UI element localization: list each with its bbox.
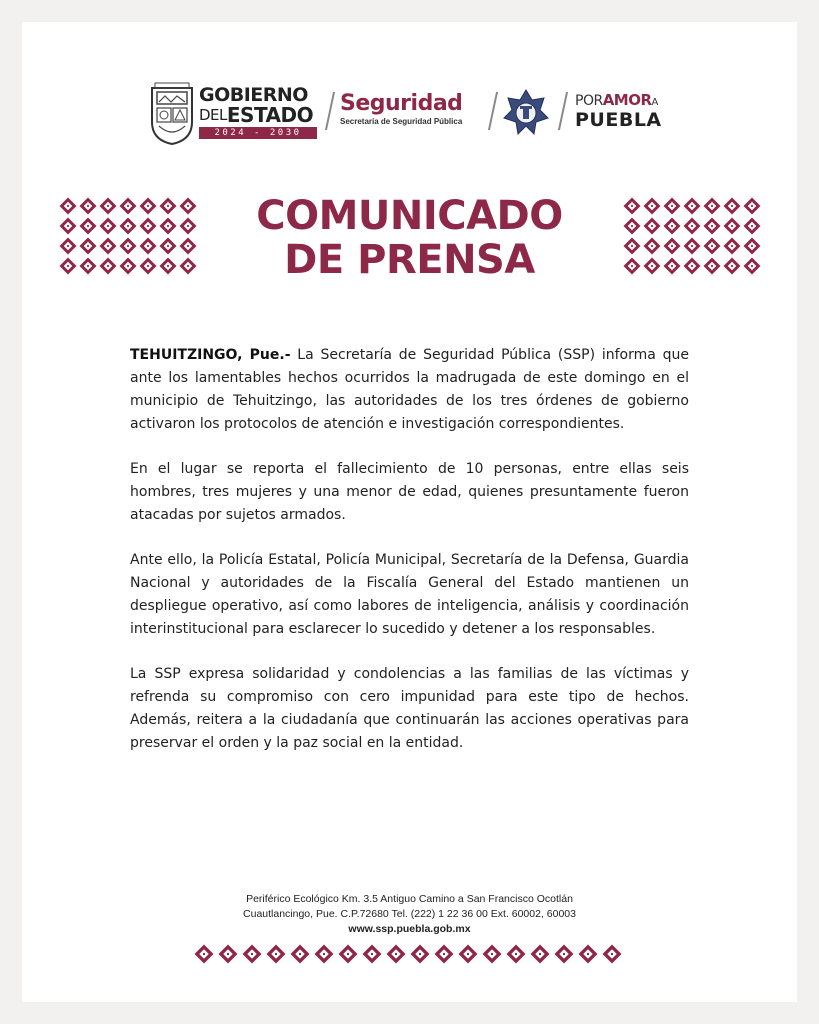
pattern-motif: [724, 238, 741, 255]
pattern-motif: [100, 218, 117, 235]
seguridad-subtitle: Secretaría de Seguridad Pública: [340, 117, 463, 126]
pattern-motif: [704, 258, 721, 275]
paragraph-4: La SSP expresa solidaridad y condolencias a las familias de las víctimas y refrenda su compromiso con cero impunidad para este tipo de hechos. Además, reitera a la ciudadanía que continuarán las acciones operativas para preservar el orden y la paz social en la entidad.: [130, 666, 689, 751]
pattern-motif: [339, 945, 358, 964]
gobierno-years: 2024 - 2030: [199, 127, 317, 139]
pattern-motif: [363, 945, 382, 964]
paragraph-2: En el lugar se reporta el fallecimiento de 10 personas, entre ellas seis hombres, tres mujeres y una menor de edad, quienes presuntamente fueron atacadas por sujetos armados.: [130, 461, 689, 523]
pattern-motif: [180, 238, 197, 255]
por-amor-a-puebla-logo: [575, 92, 685, 130]
press-release-page: [22, 22, 797, 1002]
divider-slash: [325, 92, 335, 130]
pattern-motif: [744, 238, 761, 255]
pattern-motif: [483, 945, 502, 964]
pattern-motif: [140, 218, 157, 235]
title-line-1: COMUNICADO: [256, 193, 563, 239]
page-title: [212, 194, 607, 282]
pattern-motif: [291, 945, 310, 964]
pattern-motif: [684, 238, 701, 255]
decorative-pattern-bottom: [192, 942, 628, 968]
pattern-motif: [624, 258, 641, 275]
a-text: A: [651, 97, 658, 108]
footer-address-line-1: Periférico Ecológico Km. 3.5 Antiguo Camino a San Francisco Ocotlán: [246, 893, 573, 905]
pattern-motif: [435, 945, 454, 964]
pattern-motif: [180, 218, 197, 235]
pattern-motif: [744, 198, 761, 215]
header-logos: [22, 78, 797, 158]
gobierno-text: GOBIERNO: [199, 84, 308, 106]
pattern-motif: [744, 258, 761, 275]
footer: [22, 892, 797, 937]
pattern-motif: [724, 218, 741, 235]
pattern-motif: [60, 238, 77, 255]
pattern-motif: [120, 238, 137, 255]
pattern-motif: [180, 258, 197, 275]
pattern-motif: [644, 198, 661, 215]
pattern-motif: [624, 198, 641, 215]
pattern-motif: [120, 258, 137, 275]
pattern-motif: [120, 218, 137, 235]
pattern-motif: [644, 238, 661, 255]
pattern-motif: [100, 238, 117, 255]
footer-address-line-2: Cuautlancingo, Pue. C.P.72680 Tel. (222) 1 22 36 00 Ext. 60002, 60003: [243, 908, 576, 920]
pattern-motif: [624, 238, 641, 255]
pattern-motif: [60, 258, 77, 275]
decorative-pattern-left: [58, 196, 198, 282]
dateline: TEHUITZINGO, Pue.-: [130, 347, 291, 363]
paragraph-3: Ante ello, la Policía Estatal, Policía Municipal, Secretaría de la Defensa, Guardia Nacional y autoridades de la Fiscalía General del Estado mantienen un despliegue operativo, así como labores de inteligencia, análisis y coordinación interinstitucional para esclarecer lo sucedido y detener a los responsables.: [130, 552, 689, 637]
pattern-motif: [140, 258, 157, 275]
pattern-motif: [664, 258, 681, 275]
pattern-motif: [140, 238, 157, 255]
pattern-motif: [60, 218, 77, 235]
pattern-motif: [315, 945, 334, 964]
puebla-text: PUEBLA: [575, 109, 662, 131]
pattern-motif: [664, 218, 681, 235]
press-release-body: [130, 344, 689, 777]
pattern-motif: [704, 198, 721, 215]
pattern-motif: [195, 945, 214, 964]
pattern-motif: [120, 198, 137, 215]
pattern-motif: [267, 945, 286, 964]
pattern-motif: [624, 218, 641, 235]
pattern-motif: [243, 945, 262, 964]
pattern-motif: [555, 945, 574, 964]
pattern-motif: [603, 945, 622, 964]
pattern-motif: [664, 238, 681, 255]
amor-text: AMOR: [602, 91, 652, 109]
pattern-motif: [160, 258, 177, 275]
state-coat-of-arms-icon: [149, 82, 195, 146]
footer-website-link[interactable]: www.ssp.puebla.gob.mx: [348, 923, 471, 935]
decorative-pattern-right: [622, 196, 762, 282]
pattern-motif: [80, 238, 97, 255]
pattern-motif: [160, 198, 177, 215]
pattern-motif: [160, 238, 177, 255]
paragraph-1-text: La Secretaría de Seguridad Pública (SSP) informa que ante los lamentables hechos ocurridos la madrugada de este domingo en el municipio de Tehuitzingo, las autoridades de los tres órdenes de gobierno activaron los protocolos de atención e investigación correspondientes.: [130, 347, 689, 432]
pattern-motif: [684, 218, 701, 235]
pattern-motif: [80, 218, 97, 235]
pattern-motif: [724, 258, 741, 275]
seguridad-logo: [340, 92, 490, 128]
pattern-motif: [744, 218, 761, 235]
pattern-motif: [704, 218, 721, 235]
pattern-motif: [180, 198, 197, 215]
pattern-motif: [531, 945, 550, 964]
pattern-motif: [459, 945, 478, 964]
pattern-motif: [100, 198, 117, 215]
pattern-motif: [100, 258, 117, 275]
pattern-motif: [644, 258, 661, 275]
title-line-2: DE PRENSA: [284, 237, 535, 283]
pattern-motif: [507, 945, 526, 964]
pattern-motif: [411, 945, 430, 964]
pattern-motif: [684, 258, 701, 275]
police-star-badge-icon: [502, 88, 550, 136]
pattern-motif: [664, 198, 681, 215]
divider-slash: [558, 92, 568, 130]
paragraph-1: [130, 344, 689, 436]
del-text: DEL: [199, 106, 227, 124]
pattern-motif: [579, 945, 598, 964]
pattern-motif: [684, 198, 701, 215]
pattern-motif: [387, 945, 406, 964]
pattern-motif: [140, 198, 157, 215]
pattern-motif: [704, 238, 721, 255]
pattern-motif: [60, 198, 77, 215]
pattern-motif: [644, 218, 661, 235]
gobierno-del-estado-logo: [199, 86, 319, 139]
seguridad-title: Seguridad: [340, 91, 463, 116]
pattern-motif: [724, 198, 741, 215]
pattern-motif: [219, 945, 238, 964]
pattern-motif: [80, 198, 97, 215]
por-text: POR: [575, 93, 603, 109]
estado-text: ESTADO: [226, 103, 314, 127]
pattern-motif: [160, 218, 177, 235]
pattern-motif: [80, 258, 97, 275]
